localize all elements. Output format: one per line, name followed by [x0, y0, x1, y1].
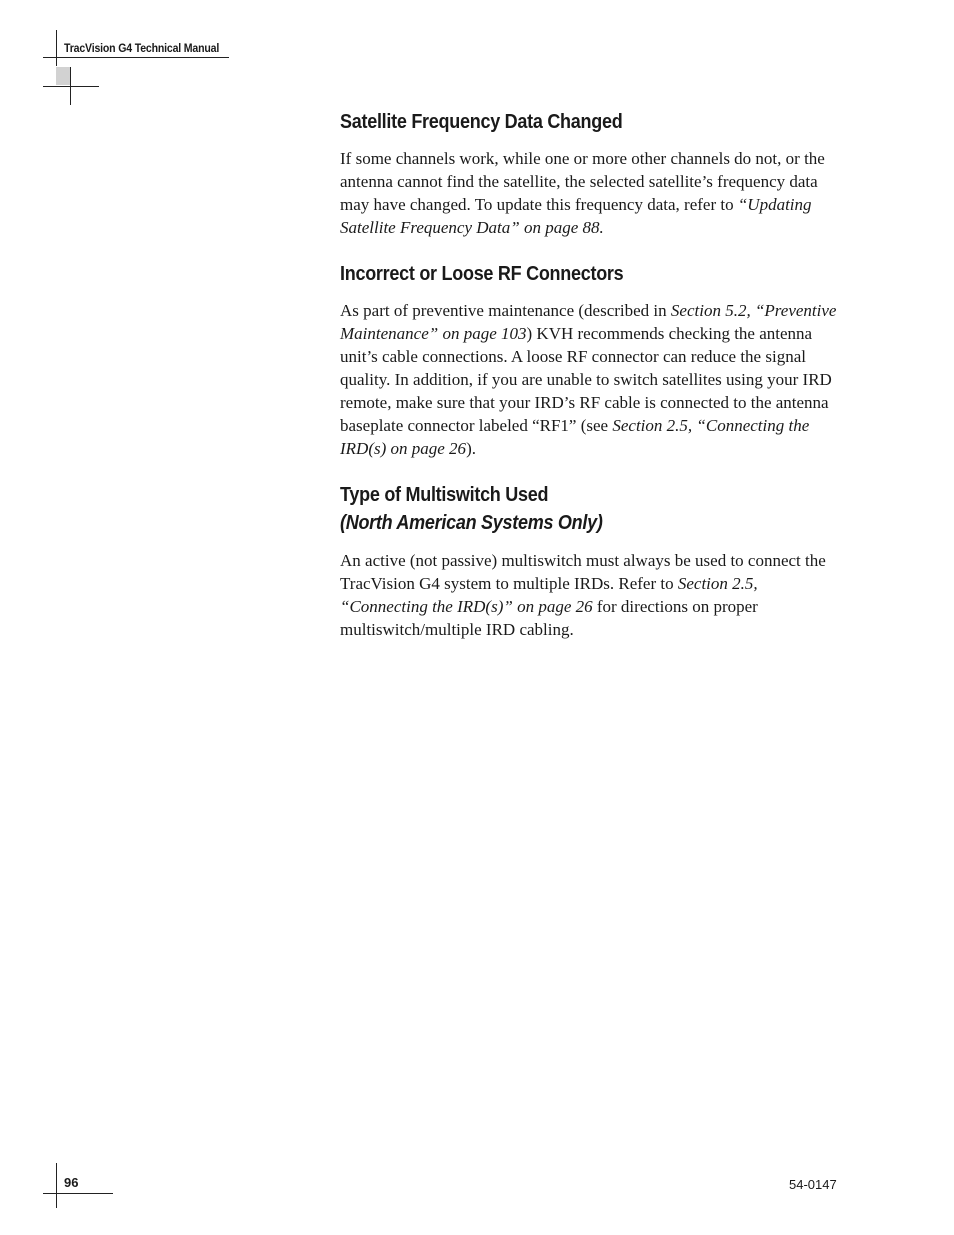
- section-paragraph-satellite-frequency: [340, 147, 845, 239]
- heading-title: Type of Multiswitch Used: [340, 484, 549, 506]
- page-number: 96: [64, 1175, 79, 1190]
- paragraph-text: An active (not passive) multiswitch must always be used to connect the TracVision G4 system to multiple IRDs. Refer to: [340, 551, 826, 593]
- crop-mark-vertical: [70, 67, 71, 105]
- section-heading-multiswitch: [340, 481, 795, 537]
- paragraph-text: for directions on proper multiswitch/multiple IRD cabling.: [340, 597, 758, 639]
- crop-mark-top-vertical: [56, 30, 57, 66]
- cross-reference-link: Section 2.5, “Connecting the IRD(s) on page 26: [340, 416, 810, 458]
- registration-box: [56, 67, 71, 85]
- section-heading-rf-connectors: Incorrect or Loose RF Connectors: [340, 263, 624, 285]
- crop-mark-horizontal: [43, 86, 99, 87]
- paragraph-text: ) KVH recommends checking the antenna unit’s cable connections. A loose RF connector can reduce the signal quality. In addition, if you are unable to switch satellites using your IRD remote, make sure that your IRD’s RF cable is connected to the antenna baseplate connector labeled “RF1” (see: [340, 324, 832, 435]
- paragraph-text: ).: [466, 439, 476, 458]
- paragraph-text: If some channels work, while one or more other channels do not, or the antenna cannot find the satellite, the selected satellite’s frequency data may have changed. To update this frequency data, refer to: [340, 149, 825, 214]
- cross-reference-link: “Updating Satellite Frequency Data” on page 88.: [340, 195, 812, 237]
- section-heading-satellite-frequency: Satellite Frequency Data Changed: [340, 111, 623, 133]
- cross-reference-link: Section 2.5, “Connecting the IRD(s)” on page 26: [340, 574, 758, 616]
- footer-rule: [43, 1193, 113, 1194]
- main-content: [340, 108, 845, 641]
- cross-reference-link: Section 5.2, “Preventive Maintenance” on page 103: [340, 301, 837, 343]
- paragraph-text: As part of preventive maintenance (described in: [340, 301, 671, 320]
- running-header-title: TracVision G4 Technical Manual: [64, 41, 220, 55]
- heading-subtitle: (North American Systems Only): [340, 512, 603, 534]
- header-rule: [43, 57, 229, 58]
- footer-crop-mark-vertical: [56, 1163, 57, 1208]
- document-number: 54-0147: [789, 1177, 837, 1192]
- section-paragraph-multiswitch: [340, 549, 845, 641]
- section-paragraph-rf-connectors: [340, 299, 845, 460]
